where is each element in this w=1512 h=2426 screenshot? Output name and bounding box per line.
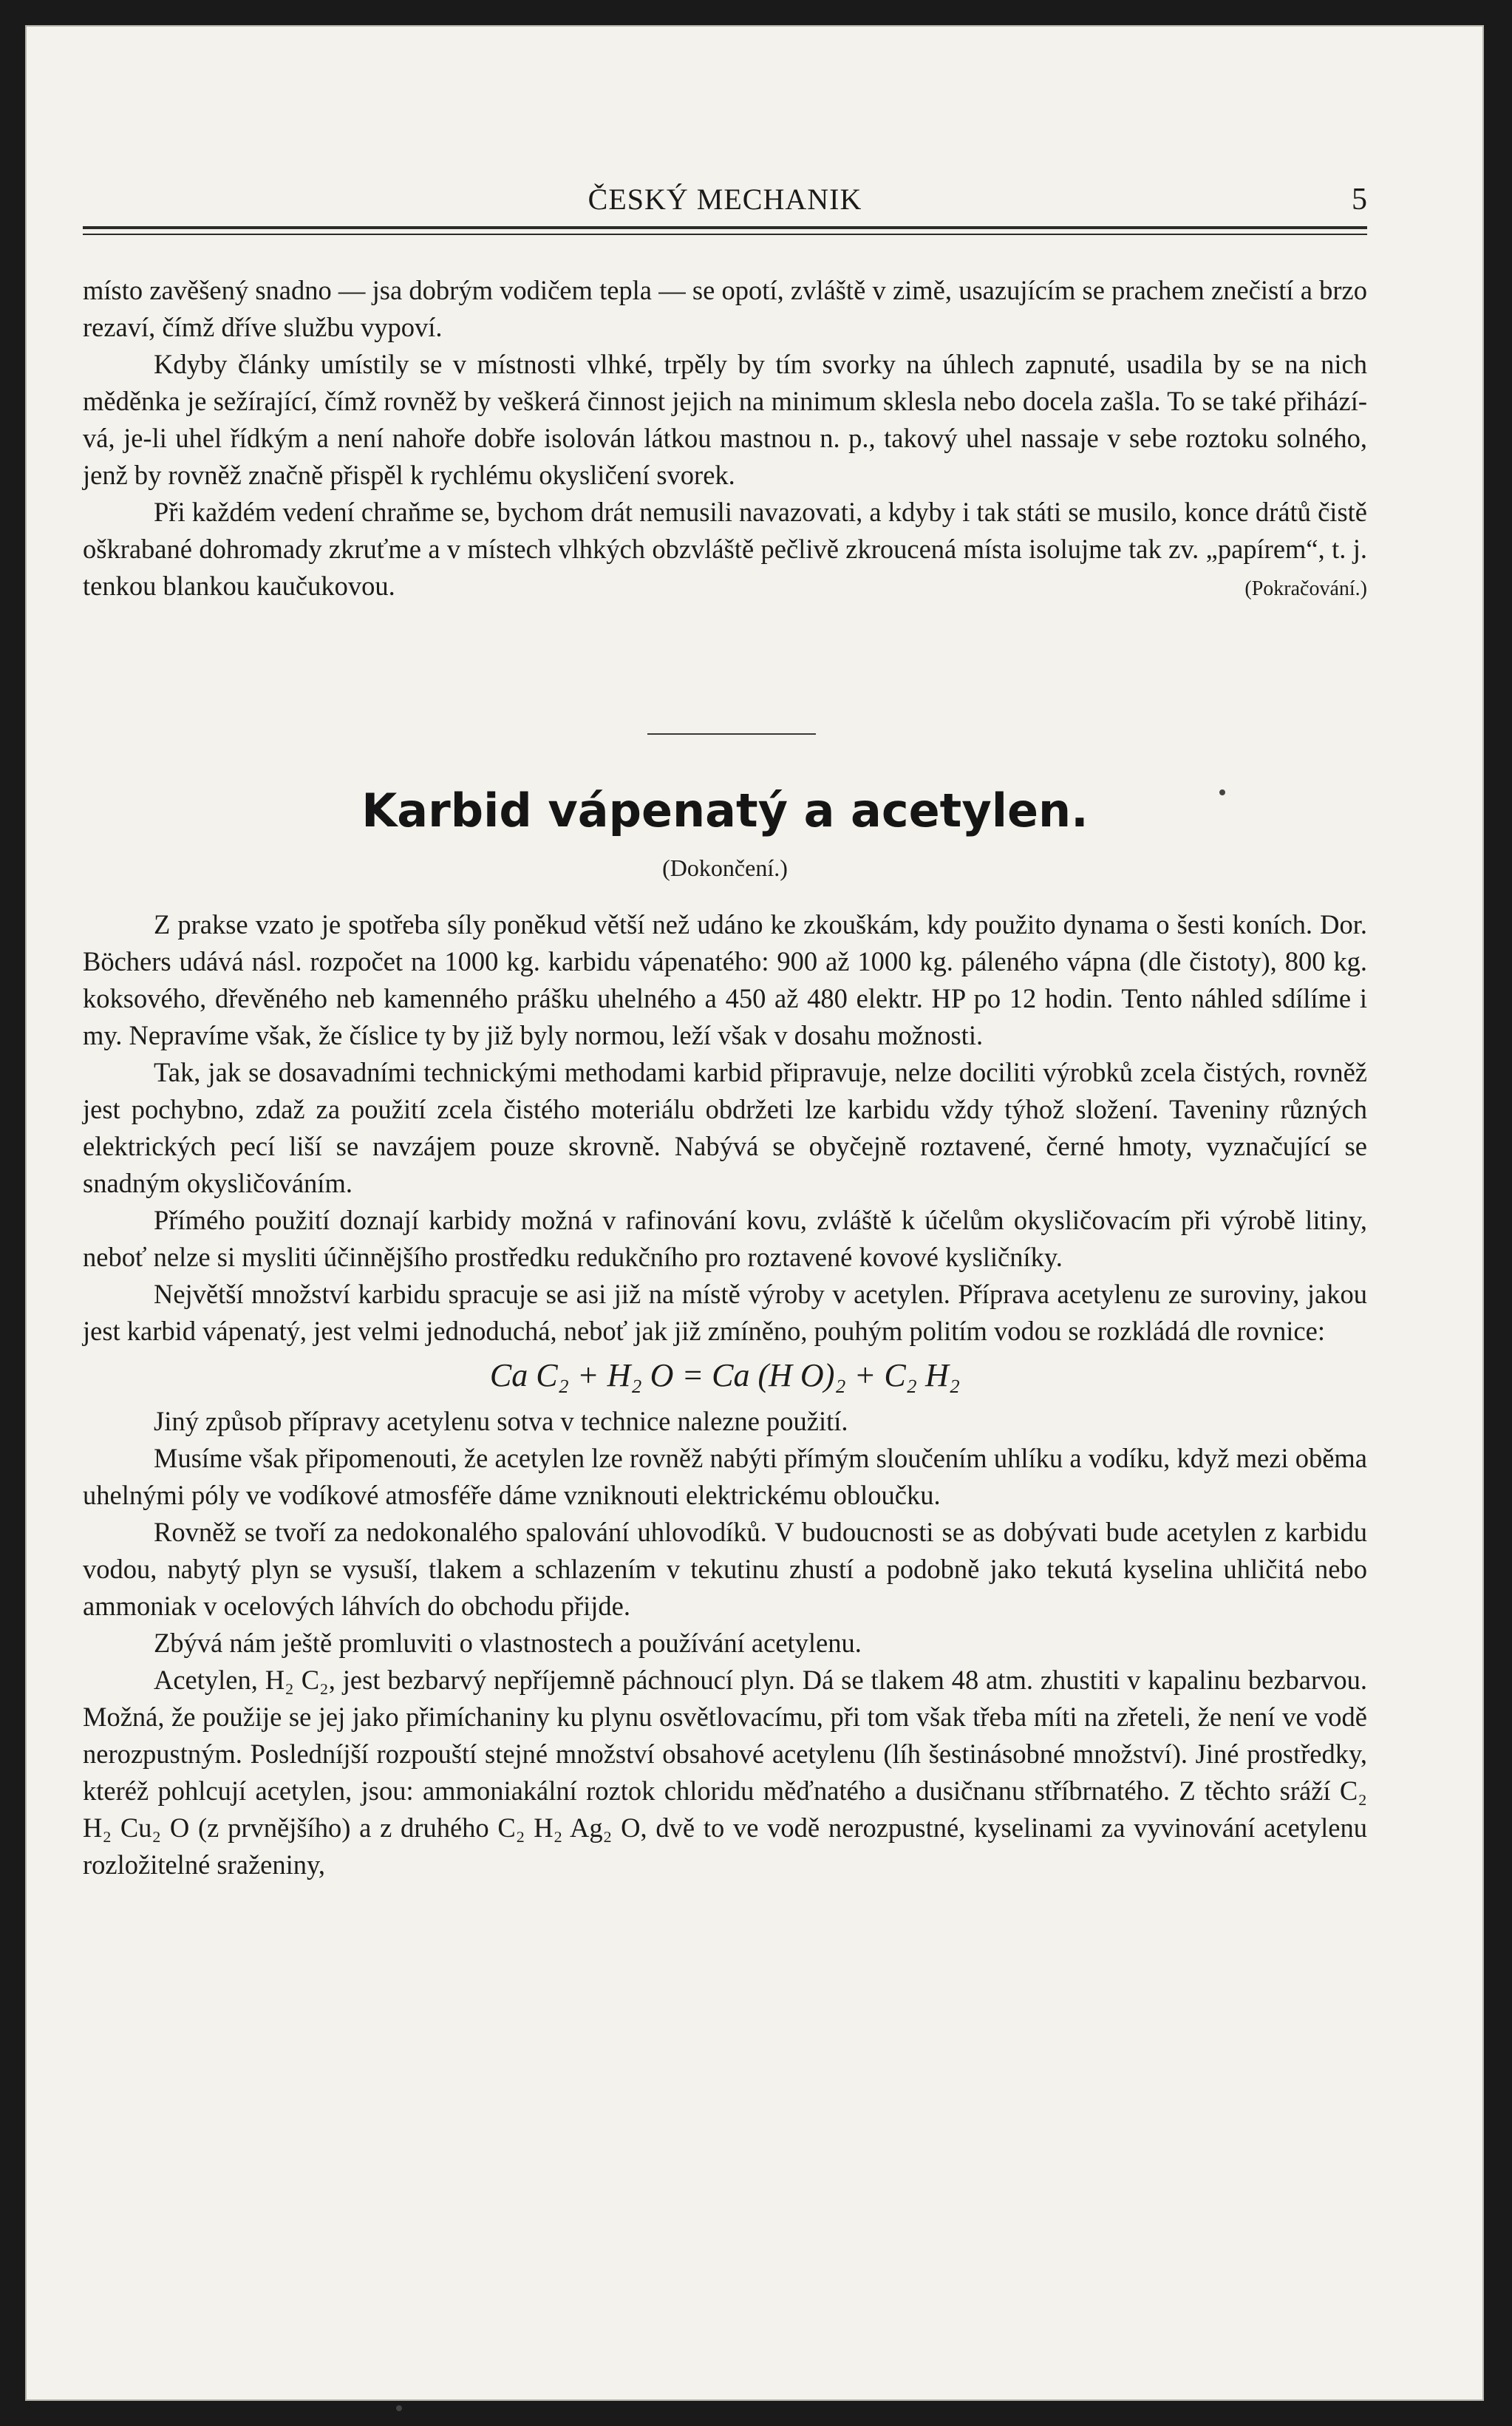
page-number: 5 (1352, 183, 1367, 217)
header-rule (83, 226, 1367, 229)
article-body (83, 906, 1367, 1883)
continued-note: (Pokračování.) (1244, 577, 1367, 600)
paragraph: místo zavěšený snadno — jsa dobrým vodičem tepla — se opotí, zvláště v zimě, usazujícím se prachem znečistí a brzo rezaví, čímž dříve službu vypoví. (83, 275, 1367, 342)
paragraph: Při každém vedení chraňme se, bychom drát nemusili navazovati, a kdyby i tak státi se musilo, konce drátů čistě oškrabané dohromady zkruťme a v místech vlhkých obzvláště pečlivě zkroucená místa isolujme tak zv. „papírem“, t. j. tenkou blankou kaučukovou. (83, 497, 1367, 601)
paragraph: Z prakse vzato je spotřeba síly poněkud větší než udáno ke zkouškám, kdy použito dynama o šesti koních. Dor. Böchers udává násl. rozpočet na 1000 kg. karbidu vápenatého: 900 až 1000 kg. páleného vápna (dle čistoty), 800 kg. koksového, dřevěného neb kamenného prášku uhelného a 450 až 480 elektr. HP po 12 hodin. Tento náhled sdílíme i my. Nepravíme však, že číslice ty by již byly normou, leží však v dosahu možnosti. (83, 909, 1367, 1050)
header-rule-thin (83, 234, 1367, 235)
article-separator (647, 733, 816, 735)
running-title: ČESKÝ MECHANIK (588, 183, 862, 216)
paragraph: Přímého použití doznají karbidy možná v rafinování kovu, zvláště k účelům okysličovacím při výrobě litiny, neboť nelze si mysliti účinnějšího prostředku redukčního pro roztavené kovové kysličníky. (83, 1205, 1367, 1272)
paragraph: Tak, jak se dosavadními technickými methodami karbid připravuje, nelze dociliti výrobků zcela čistých, rovněž jest pochybno, zdaž za použití zcela čistého moteriálu obdržeti lze karbidu vždy týhož složení. Taveniny různých elektrických pecí liší se navzájem pouze skrovně. Nabývá se obyčejně roztavené, černé hmoty, vyznačující se snadným okysličováním. (83, 1057, 1367, 1198)
paragraph: Rovněž se tvoří za nedokonalého spalování uhlovodíků. V budoucnosti se as dobývati bude acetylen z karbidu vodou, nabytý plyn se vysuší, tlakem a schlazením v tekutinu zhustí a podobně jako tekutá kyselina uhličitá nebo ammoniak v ocelových láhvích do obchodu přijde. (83, 1517, 1367, 1621)
paragraph: Zbývá nám ještě promluviti o vlastnostech a používání acetylenu. (154, 1628, 862, 1658)
previous-article-text (83, 272, 1367, 608)
paragraph: Musíme však připomenouti, že acetylen lze rovněž nabýti přímým sloučením uhlíku a vodíku, když mezi oběma uhelnými póly ve vodíkové atmosféře dáme vzniknouti elektrickému obloučku. (83, 1443, 1367, 1510)
article-title: Karbid vápenatý a acetylen. (361, 784, 1089, 837)
paragraph: Kdyby články umístily se v místnosti vlhké, trpěly by tím svorky na úhlech zapnuté, usadila by se na nich měděnka je sežírající, čímž rovněž by veškerá činnost jejich na minimum sklesla nebo docela zašla. To se také přiházívá, je-li uhel řídkým a není nahoře dobře isolován látkou mastnou n. p., takový uhel nassaje v sebe roztoku solného, jenž by rovněž značně přispěl k rychlému okysličení svorek. (83, 349, 1367, 490)
article-subtitle: (Dokončení.) (662, 854, 788, 881)
paragraph: Acetylen, H₂ C₂, jest bezbarvý nepříjemně páchnoucí plyn. Dá se tlakem 48 atm. zhustiti v kapalinu bezbarvou. Možná, že použije se jej jako přimíchaniny ku plynu osvětlovacímu, při tom však třeba míti na zřeteli, že není ve vodě nerozpustným. Posledníjší rozpouští stejné množství obsahové acetylenu (líh šestinásobné množství). Jiné prostředky, kteréž pohlcují acetylen, jsou: ammoniakální roztok chloridu měďnatého a dusičnanu stříbrnatého. Z těchto sráží C₂ H₂ Cu₂ O (z prvnějšího) a z druhého C₂ H₂ Ag₂ O, dvě to ve vodě nerozpustné, kyselinami za vyvinování acetylenu rozložitelné sraženiny, (83, 1665, 1367, 1880)
ink-speck (396, 2405, 402, 2411)
page-header (83, 169, 1367, 228)
paragraph: Jiný způsob přípravy acetylenu sotva v technice nalezne použití. (154, 1406, 848, 1436)
chemical-equation: Ca C₂ + H₂ O = Ca (H O)₂ + C₂ H₂ (489, 1357, 961, 1393)
paragraph: Největší množství karbidu spracuje se asi již na místě výroby v acetylen. Příprava acetylenu ze suroviny, jakou jest karbid vápenatý, jest velmi jednoduchá, neboť jak již zmíněno, pouhým politím vodou se rozkládá dle rovnice: (83, 1279, 1367, 1346)
